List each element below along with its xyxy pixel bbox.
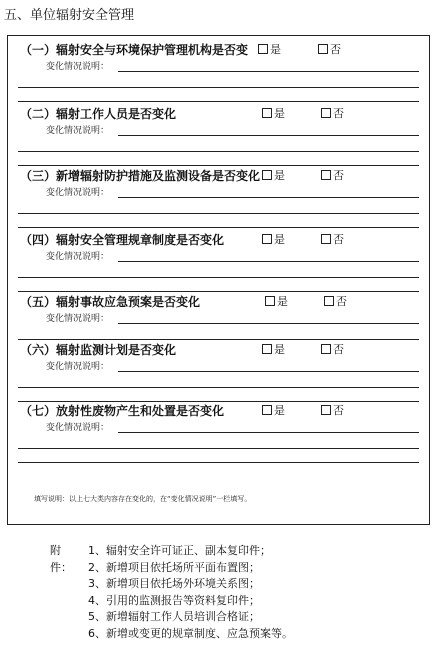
checkbox-icon	[262, 344, 272, 354]
checkbox-icon	[321, 170, 331, 180]
checkbox-icon	[321, 234, 331, 244]
fill-line[interactable]	[18, 227, 419, 228]
no-checkbox[interactable]: 否	[318, 41, 341, 57]
fill-line[interactable]	[18, 462, 419, 463]
fill-line[interactable]	[18, 213, 419, 214]
checkbox-icon	[258, 44, 268, 54]
page-title: 五、单位辐射安全管理	[4, 8, 135, 23]
yes-checkbox[interactable]: 是	[262, 402, 285, 418]
list-item: 4、引用的监测报告等资料复印件；	[88, 593, 260, 607]
checkbox-icon	[321, 108, 331, 118]
fill-line[interactable]	[18, 87, 419, 88]
change-label: 变化情况说明：	[46, 62, 110, 72]
no-checkbox[interactable]: 否	[321, 231, 344, 247]
no-checkbox[interactable]: 否	[324, 293, 347, 309]
section-4	[8, 231, 429, 293]
section-7	[8, 402, 429, 464]
fill-line[interactable]	[118, 71, 419, 72]
checkbox-icon	[321, 405, 331, 415]
change-label: 变化情况说明：	[46, 362, 110, 372]
section-6	[8, 341, 429, 403]
checkbox-icon	[318, 44, 328, 54]
checkbox-icon	[262, 170, 272, 180]
attachment-list	[88, 543, 293, 642]
section-heading: （一）辐射安全与环境保护管理机构是否变	[20, 43, 249, 57]
fill-line[interactable]	[18, 165, 419, 166]
yes-checkbox[interactable]: 是	[262, 231, 285, 247]
fill-line[interactable]	[118, 197, 419, 198]
change-label: 变化情况说明：	[46, 423, 110, 433]
section-2	[8, 105, 429, 167]
fill-line[interactable]	[118, 323, 419, 324]
fill-line[interactable]	[118, 371, 419, 372]
fill-line[interactable]	[118, 261, 419, 262]
list-item: 5、新增辐射工作人员培训合格证；	[88, 610, 260, 623]
change-label: 变化情况说明：	[46, 252, 110, 262]
yes-checkbox[interactable]: 是	[258, 41, 281, 57]
yes-checkbox[interactable]: 是	[262, 167, 285, 183]
checkbox-icon	[324, 296, 334, 306]
fill-line[interactable]	[18, 448, 419, 449]
fill-line[interactable]	[18, 387, 419, 388]
checkbox-icon	[262, 405, 272, 415]
section-3	[8, 167, 429, 229]
form-frame	[7, 35, 430, 525]
section-heading: （三）新增辐射防护措施及监测设备是否变化	[20, 169, 261, 183]
change-label: 变化情况说明：	[46, 188, 110, 198]
change-label: 变化情况说明：	[46, 314, 110, 324]
yes-checkbox[interactable]: 是	[265, 293, 288, 309]
list-item: 1、辐射安全许可证正、副本复印件；	[88, 544, 271, 557]
section-heading: （四）辐射安全管理规章制度是否变化	[20, 233, 225, 247]
list-item: 2、新增项目依托场所平面布置图；	[88, 560, 260, 574]
fill-line[interactable]	[18, 277, 419, 278]
fill-instructions: 填写说明：以上七大类内容存在变化的，在“变化情况说明”一栏填写。	[34, 495, 252, 503]
section-heading: （七）放射性废物产生和处置是否变化	[20, 404, 225, 418]
fill-line[interactable]	[18, 339, 419, 340]
no-checkbox[interactable]: 否	[321, 167, 344, 183]
section-heading: （二）辐射工作人员是否变化	[20, 107, 177, 121]
yes-checkbox[interactable]: 是	[262, 341, 285, 357]
fill-line[interactable]	[118, 432, 419, 433]
no-checkbox[interactable]: 否	[321, 402, 344, 418]
attachments-label: 附件：	[50, 544, 72, 574]
checkbox-icon	[321, 344, 331, 354]
section-1	[8, 41, 429, 103]
fill-line[interactable]	[18, 151, 419, 152]
list-item: 3、新增项目依托场外环境关系图；	[88, 577, 260, 590]
fill-line[interactable]	[18, 291, 419, 292]
section-heading: （六）辐射监测计划是否变化	[20, 343, 177, 357]
no-checkbox[interactable]: 否	[321, 341, 344, 357]
list-item: 6、新增或变更的规章制度、应急预案等。	[88, 626, 293, 640]
fill-line[interactable]	[118, 135, 419, 136]
change-label: 变化情况说明：	[46, 126, 110, 136]
checkbox-icon	[265, 296, 275, 306]
fill-line[interactable]	[18, 101, 419, 102]
checkbox-icon	[262, 108, 272, 118]
yes-checkbox[interactable]: 是	[262, 105, 285, 121]
section-heading: （五）辐射事故应急预案是否变化	[20, 295, 201, 309]
no-checkbox[interactable]: 否	[321, 105, 344, 121]
checkbox-icon	[262, 234, 272, 244]
